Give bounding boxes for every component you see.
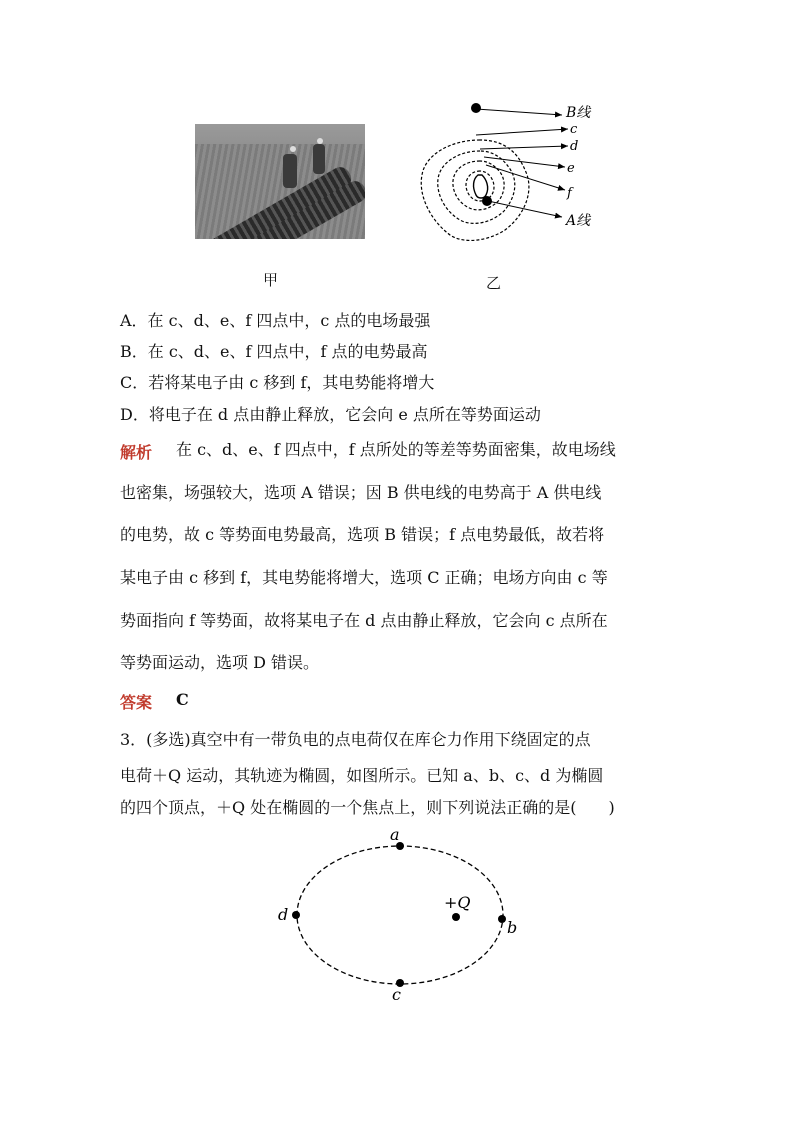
A-line-point (482, 196, 492, 206)
label-d: d (570, 139, 579, 154)
label-b: b (507, 918, 518, 937)
analysis-line-2: 也密集，场强较大，选项 A 错误；因 B 供电线的电势高于 A 供电线 (120, 483, 602, 502)
option-b: B．在 c、d、e、f 四点中，f 点的电势最高 (120, 342, 428, 361)
label-B-line: B线 (566, 105, 591, 121)
photo-worker (313, 144, 325, 174)
equipotential-c (421, 140, 529, 240)
option-c: C．若将某电子由 c 移到 f，其电势能将增大 (120, 373, 435, 392)
answer-value: C (176, 690, 189, 709)
answer-label: 答案 (120, 693, 153, 712)
analysis-line-1: 在 c、d、e、f 四点中，f 点所处的等差等势面密集，故电场线 (176, 440, 616, 459)
photo-worker (283, 154, 297, 188)
analysis-line-3: 的电势，故 c 等势面电势最高，选项 B 错误；f 点电势最低，故若将 (120, 525, 605, 544)
label-plus-q: +Q (444, 893, 471, 912)
orbit-ellipse (297, 846, 503, 984)
label-d: d (278, 905, 289, 924)
label-e: e (567, 161, 575, 176)
label-c: c (392, 985, 401, 1004)
label-f: f (567, 186, 572, 201)
question-3-line-2: 电荷＋Q 运动，其轨迹为椭圆，如图所示。已知 a、b、c、d 为椭圆 (120, 766, 604, 785)
label-A-line: A线 (566, 213, 591, 229)
analysis-label: 解析 (120, 443, 153, 462)
B-line-point (471, 103, 481, 113)
caption-jia: 甲 (263, 271, 279, 289)
label-c: c (570, 122, 578, 137)
equipotential-core (474, 175, 488, 198)
analysis-line-5: 势面指向 f 等势面，故将某电子在 d 点由静止释放，它会向 c 点所在 (120, 611, 608, 630)
equipotential-d (438, 151, 515, 223)
option-d: D．将电子在 d 点由静止释放，它会向 e 点所在等势面运动 (120, 405, 541, 424)
vertex-b (498, 915, 506, 923)
photo-power-line-workers (195, 124, 365, 239)
caption-yi: 乙 (486, 274, 502, 292)
analysis-line-6: 等势面运动，选项 D 错误。 (120, 653, 320, 672)
photo-helmet (290, 146, 296, 152)
analysis-line-4: 某电子由 c 移到 f，其电势能将增大，选项 C 正确；电场方向由 c 等 (120, 568, 608, 587)
equipotential-diagram (410, 95, 610, 285)
charge-plus-q (452, 913, 460, 921)
photo-helmet (317, 138, 323, 144)
label-a: a (390, 825, 400, 844)
question-3-line-3: 的四个顶点，＋Q 处在椭圆的一个焦点上，则下列说法正确的是( ) (120, 798, 615, 817)
option-a: A．在 c、d、e、f 四点中，c 点的电场最强 (120, 311, 431, 330)
vertex-d (292, 911, 300, 919)
question-3-line-1: 3．(多选)真空中有一带负电的点电荷仅在库仑力作用下绕固定的点 (120, 730, 591, 749)
ellipse-orbit-diagram (270, 820, 530, 1005)
